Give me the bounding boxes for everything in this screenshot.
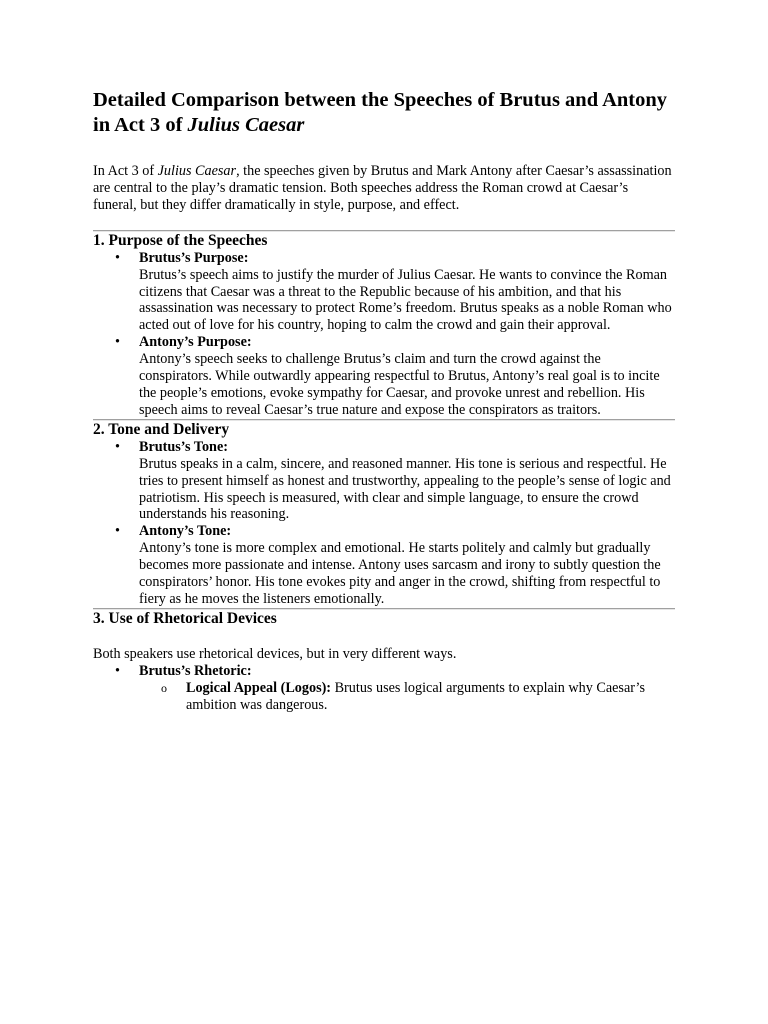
item-body: Antony’s speech seeks to challenge Brutus’s claim and turn the crowd against the conspirators. While outwardly appearing respectful to Brutus, Antony’s real goal is to incite the people’s emotions, evoke sympathy for Caesar, and provoke unrest and rebellion. His speech aims to reveal Caesar’s true nature and expose the conspirators as traitors. xyxy=(139,351,660,418)
bullet-icon: • xyxy=(115,523,120,540)
item-heading: Antony’s Purpose: xyxy=(139,334,252,351)
list-item xyxy=(115,662,675,714)
item-body: Antony’s tone is more complex and emotional. He starts politely and calmly but gradually becomes more passionate and intense. Antony uses sarcasm and irony to subtly question the conspirators’ honor. His tone evokes pity and anger in the crowd, shifting from respectful to fiery as he moves the listeners emotionally. xyxy=(139,540,661,607)
list-item xyxy=(115,249,675,335)
sub-item-heading: Logical Appeal (Logos): xyxy=(186,679,332,696)
item-body: Brutus’s speech aims to justify the murder of Julius Caesar. He wants to convince the Roman citizens that Caesar was a threat to the Republic because of his ambition, and that his assassination was necessary to protect Rome’s freedom. Brutus speaks as a noble Roman who acted out of love for his country, hoping to calm the crowd and gain their approval. xyxy=(139,266,672,334)
rhetoric-intro: Both speakers use rhetorical devices, but in very different ways. xyxy=(93,645,457,662)
item-heading: Brutus’s Rhetoric: xyxy=(139,662,252,679)
intro-text-2: , the speeches given by Brutus and Mark Antony after Caesar’s assassination are central to the play’s dramatic tension. Both speeches address the Roman crowd at Caesar’s funeral, but they differ dramatically in style, purpose, and effect. xyxy=(93,163,672,213)
sub-list-item xyxy=(161,679,675,714)
item-heading: Antony’s Tone: xyxy=(139,523,232,540)
purpose-list xyxy=(93,250,675,419)
bullet-icon: • xyxy=(115,662,120,679)
bullet-icon: • xyxy=(115,438,120,455)
document-title xyxy=(93,88,675,138)
document-page xyxy=(93,88,675,713)
list-item xyxy=(115,438,675,524)
document-title-italic: Julius Caesar xyxy=(187,114,305,136)
tone-list xyxy=(93,439,675,608)
intro-paragraph xyxy=(93,163,675,214)
bullet-icon: • xyxy=(115,249,120,266)
bullet-icon: • xyxy=(115,334,120,351)
section-title-rhetoric: 3. Use of Rhetorical Devices xyxy=(93,609,277,627)
rhetoric-list xyxy=(93,663,675,714)
item-heading: Brutus’s Tone: xyxy=(139,438,228,455)
item-heading: Brutus’s Purpose: xyxy=(139,249,249,266)
section-title-purpose: 1. Purpose of the Speeches xyxy=(93,231,268,249)
section-title-tone: 2. Tone and Delivery xyxy=(93,420,230,438)
intro-italic-title: Julius Caesar xyxy=(157,163,237,179)
item-body: Brutus speaks in a calm, sincere, and reasoned manner. His tone is serious and respectful. He tries to present himself as honest and trustworthy, appealing to the people’s sense of logic and patriotism. His speech is measured, with clear and simple language, to ensure the crowd understands his reasoning. xyxy=(139,455,671,523)
list-item xyxy=(115,334,675,419)
intro-text-1: In Act 3 of xyxy=(93,163,158,179)
sub-bullet-icon: o xyxy=(161,680,167,695)
document-title-text: Detailed Comparison between the Speeches of Brutus and Antony in Act 3 of xyxy=(93,89,668,136)
rhetoric-sub-list xyxy=(139,680,675,714)
sub-item-body: Brutus uses logical arguments to explain why Caesar’s ambition was dangerous. xyxy=(186,679,645,713)
list-item xyxy=(115,523,675,608)
